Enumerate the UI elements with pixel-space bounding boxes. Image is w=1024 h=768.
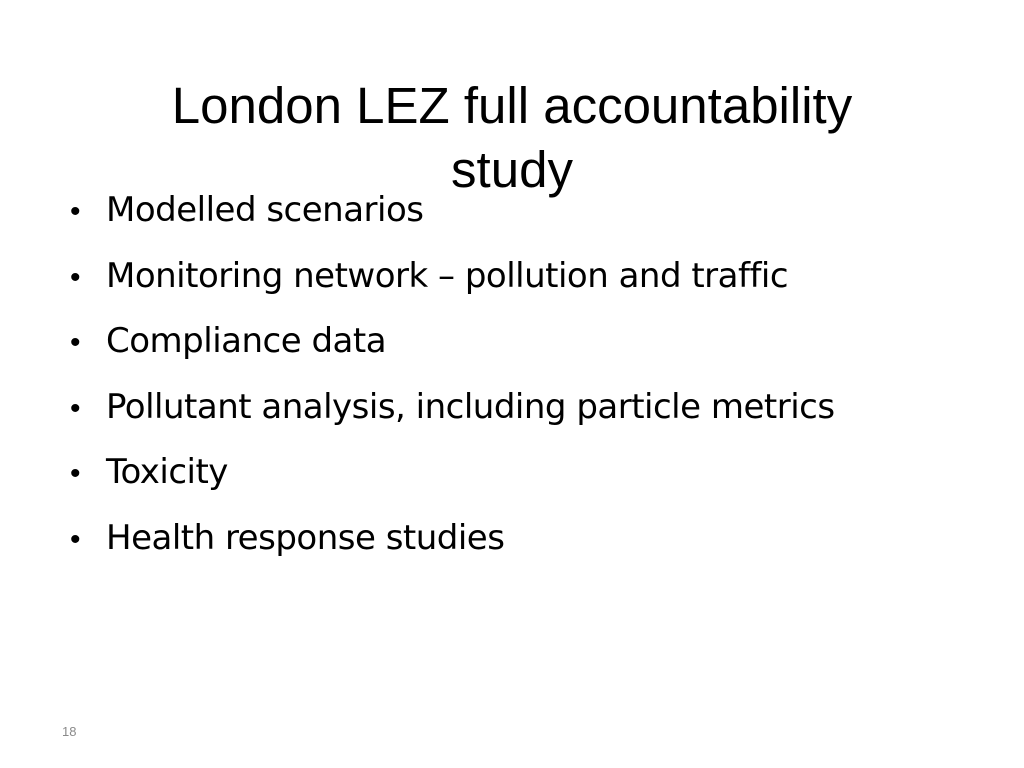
bullet-marker: •: [70, 522, 81, 556]
slide-title: [80, 74, 944, 202]
bullet-item: [70, 452, 970, 518]
bullet-item: [70, 321, 970, 387]
bullet-item: [70, 190, 970, 256]
bullet-marker: •: [70, 195, 81, 228]
slide-title-line-2: study: [451, 141, 573, 198]
bullet-text: Compliance data: [106, 321, 387, 361]
bullet-marker: •: [70, 391, 81, 425]
bullet-text: Pollutant analysis, including particle metrics: [106, 386, 835, 427]
bullet-item: [70, 256, 970, 322]
bullet-marker: •: [70, 260, 81, 294]
bullet-marker: •: [70, 457, 81, 490]
bullet-text: Toxicity: [106, 452, 228, 492]
bullet-item: [70, 387, 970, 453]
bullet-text: Monitoring network – pollution and traffic: [106, 255, 789, 296]
bullet-marker: •: [70, 326, 81, 359]
bullet-item: [70, 518, 970, 584]
bullet-text: Health response studies: [106, 517, 505, 558]
bullet-list: [70, 190, 970, 583]
bullet-text: Modelled scenarios: [106, 190, 424, 230]
slide-title-line-1: London LEZ full accountability: [171, 77, 853, 134]
page-number: 18: [62, 724, 77, 739]
